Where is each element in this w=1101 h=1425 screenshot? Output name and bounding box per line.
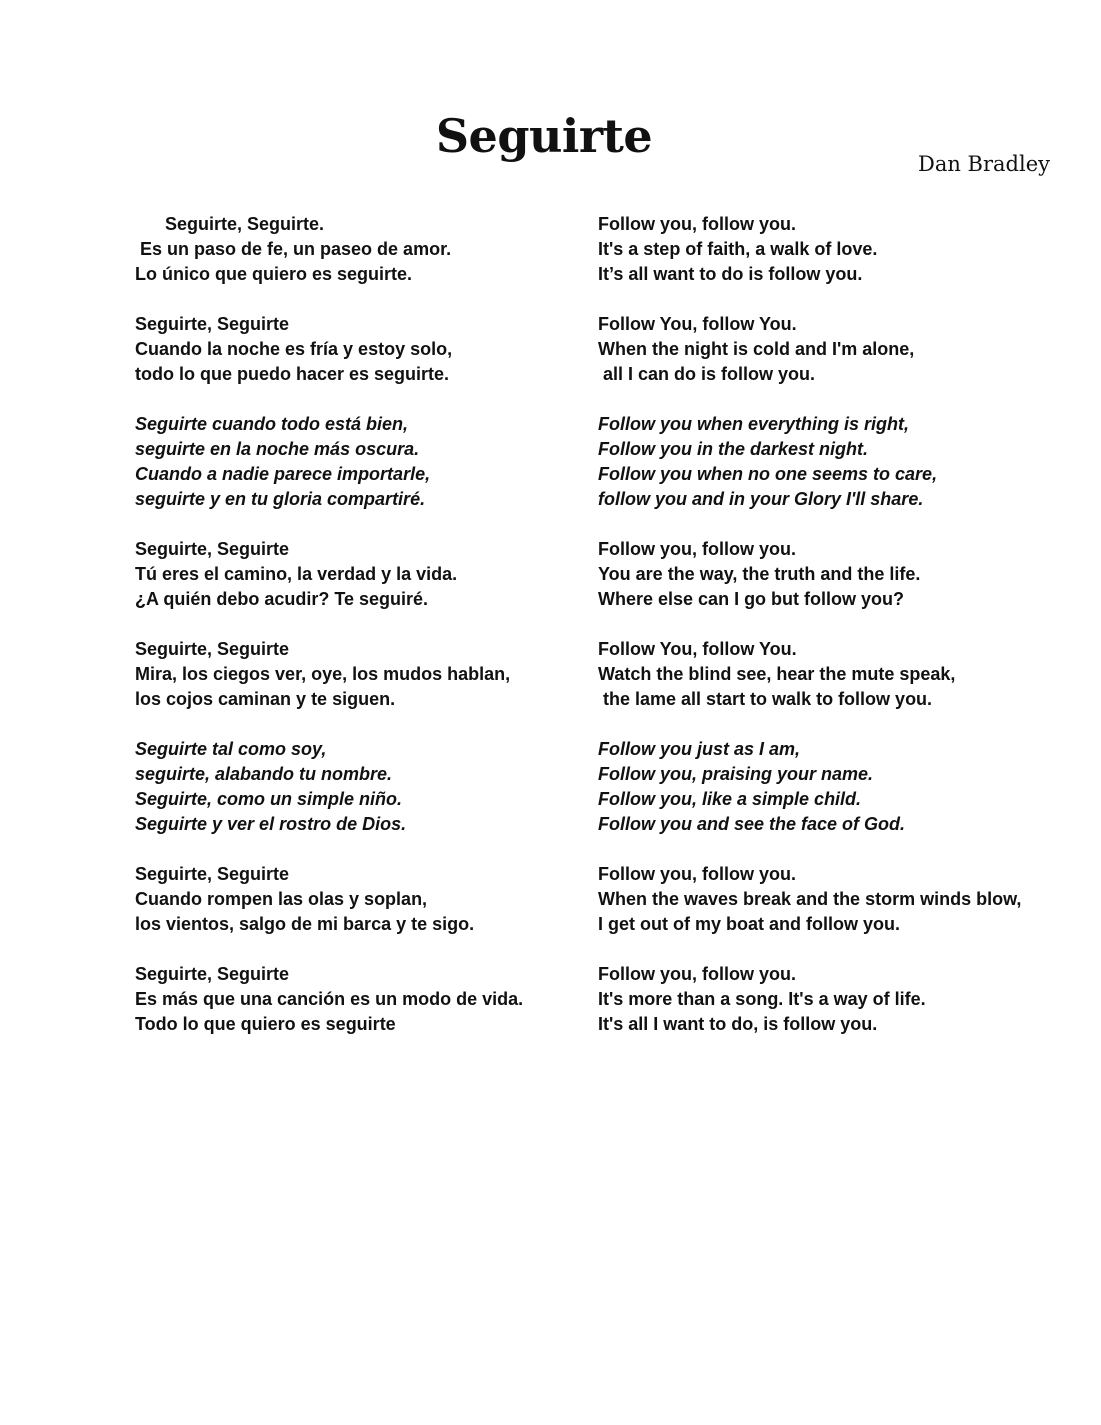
- lyric-line: Watch the blind see, hear the mute speak,: [598, 664, 956, 684]
- lyric-line: Follow you, follow you.: [598, 539, 796, 559]
- lyric-line: los cojos caminan y te siguen.: [135, 689, 396, 709]
- lyric-line: todo lo que puedo hacer es seguirte.: [135, 364, 450, 384]
- stanza: [598, 312, 1068, 387]
- lyric-line: Seguirte tal como soy,: [135, 739, 327, 759]
- lyric-line: You are the way, the truth and the life.: [598, 564, 921, 584]
- lyric-line: Cuando a nadie parece importarle,: [135, 464, 431, 484]
- lyric-line: Follow You, follow You.: [598, 314, 797, 334]
- stanza: [598, 537, 1068, 612]
- lyric-line: Seguirte y ver el rostro de Dios.: [135, 814, 407, 834]
- lyric-line: It's a step of faith, a walk of love.: [598, 239, 878, 259]
- lyric-line: los vientos, salgo de mi barca y te sigo.: [135, 914, 475, 934]
- lyric-line: ¿A quién debo acudir? Te seguiré.: [135, 589, 429, 609]
- lyric-line: It's more than a song. It's a way of life.: [598, 989, 926, 1009]
- song-title: Seguirte: [435, 108, 653, 163]
- lyric-line: the lame all start to walk to follow you.: [598, 689, 933, 709]
- author-name: Dan Bradley: [918, 152, 1050, 176]
- lyric-line: Follow you, like a simple child.: [598, 789, 862, 809]
- lyric-line: Follow you and see the face of God.: [598, 814, 906, 834]
- lyric-line: Follow you just as I am,: [598, 739, 801, 759]
- lyric-line: Follow you, follow you.: [598, 964, 796, 984]
- stanza: [598, 962, 1068, 1037]
- lyric-line: Seguirte, Seguirte: [135, 639, 290, 659]
- lyric-line: Follow you, follow you.: [598, 214, 796, 234]
- lyric-line: I get out of my boat and follow you.: [598, 914, 900, 934]
- stanza: [135, 737, 575, 837]
- stanza: [135, 537, 575, 612]
- lyric-line: When the waves break and the storm winds blow,: [598, 889, 1022, 909]
- lyric-line: seguirte en la noche más oscura.: [135, 439, 420, 459]
- lyric-line: Seguirte, Seguirte: [135, 864, 290, 884]
- lyric-line: Seguirte, Seguirte: [135, 964, 290, 984]
- lyric-line: follow you and in your Glory I'll share.: [598, 489, 924, 509]
- lyric-line: Follow you in the darkest night.: [598, 439, 869, 459]
- lyric-line: Follow you, follow you.: [598, 864, 796, 884]
- lyric-line: Seguirte, Seguirte: [135, 314, 290, 334]
- stanza: [135, 412, 575, 512]
- stanza: [598, 862, 1068, 937]
- lyric-line: Seguirte, Seguirte: [135, 539, 290, 559]
- english-lyrics-column: [598, 212, 1068, 1062]
- stanza: [598, 737, 1068, 837]
- lyric-line: Todo lo que quiero es seguirte: [135, 1014, 396, 1034]
- lyric-line: Seguirte, como un simple niño.: [135, 789, 403, 809]
- stanza: [598, 637, 1068, 712]
- stanza: [135, 862, 575, 937]
- stanza: [135, 962, 575, 1037]
- lyric-line: seguirte, alabando tu nombre.: [135, 764, 393, 784]
- lyric-line: Tú eres el camino, la verdad y la vida.: [135, 564, 458, 584]
- lyric-line: Es más que una canción es un modo de vida.: [135, 989, 524, 1009]
- stanza: [135, 312, 575, 387]
- lyric-line: Cuando la noche es fría y estoy solo,: [135, 339, 453, 359]
- lyric-line: Seguirte cuando todo está bien,: [135, 414, 409, 434]
- lyric-line: Seguirte, Seguirte.: [135, 214, 325, 234]
- lyric-line: Cuando rompen las olas y soplan,: [135, 889, 428, 909]
- lyric-line: When the night is cold and I'm alone,: [598, 339, 915, 359]
- lyric-line: seguirte y en tu gloria compartiré.: [135, 489, 426, 509]
- lyric-line: Es un paso de fe, un paseo de amor.: [135, 239, 452, 259]
- lyric-line: It’s all want to do is follow you.: [598, 264, 863, 284]
- lyric-line: Follow you when everything is right,: [598, 414, 910, 434]
- lyric-line: Where else can I go but follow you?: [598, 589, 905, 609]
- stanza: [135, 637, 575, 712]
- lyric-line: Mira, los ciegos ver, oye, los mudos hablan,: [135, 664, 511, 684]
- lyric-line: Lo único que quiero es seguirte.: [135, 264, 413, 284]
- stanza: [598, 212, 1068, 287]
- lyric-line: all I can do is follow you.: [598, 364, 816, 384]
- stanza: [598, 412, 1068, 512]
- stanza: [135, 212, 575, 287]
- lyric-line: Follow you when no one seems to care,: [598, 464, 938, 484]
- spanish-lyrics-column: [135, 212, 575, 1062]
- lyric-line: Follow you, praising your name.: [598, 764, 874, 784]
- lyric-line: Follow You, follow You.: [598, 639, 797, 659]
- lyric-line: It's all I want to do, is follow you.: [598, 1014, 878, 1034]
